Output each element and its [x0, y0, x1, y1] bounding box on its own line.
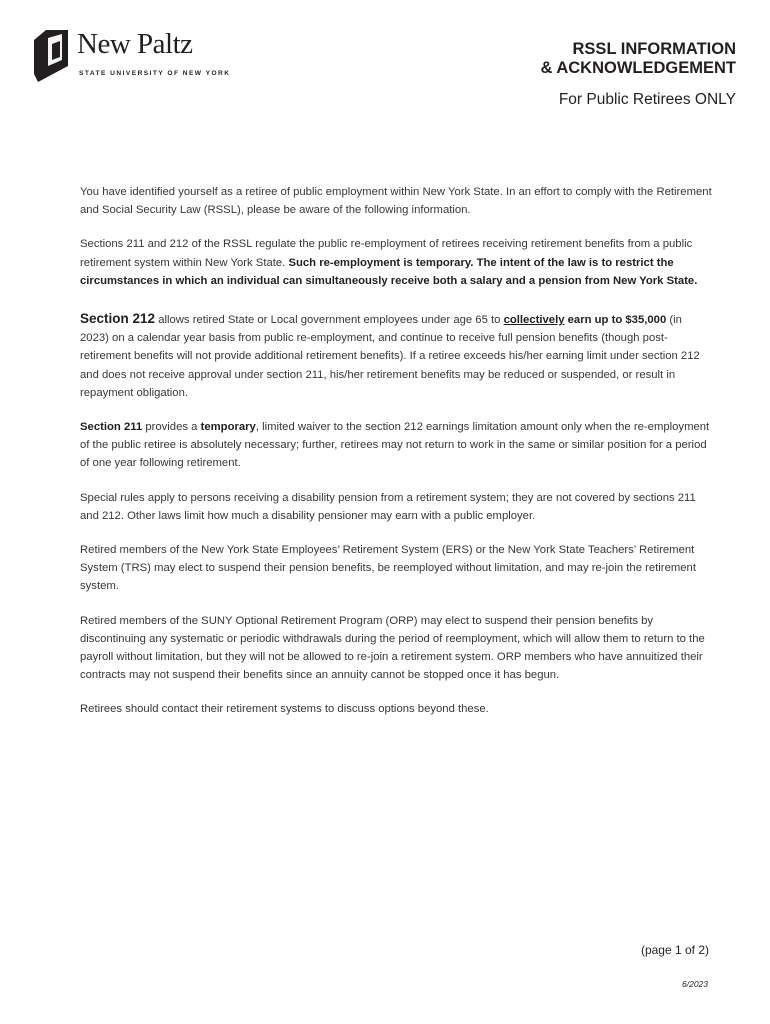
revision-date: 6/2023 [682, 979, 708, 989]
section-211-text-b: , limited waiver to the section 212 earnings limitation amount only when the re-employment of the public retiree is absolutely necessary; further, retirees may not return to work in the same or similar position for a period of one year following retirement. [80, 421, 710, 470]
logo-wordmark: New Paltz [77, 28, 193, 60]
rssl-sections-text: Sections 211 and 212 of the RSSL regulate the public re-employment of retirees receiving retirement benefits from a public retirement system within New York State. [80, 238, 693, 269]
section-212-paragraph [80, 310, 712, 402]
section-212-underlined: collectively [503, 314, 565, 327]
ers-trs-paragraph: Retired members of the New York State Employees’ Retirement System (ERS) or the New York State Teachers’ Retirement System (TRS) may elect to suspend their pension benefits, be reemployed without limitation, and may re-join the retirement system. [80, 544, 696, 593]
document-title-line-2: & ACKNOWLEDGEMENT [540, 59, 736, 77]
section-212-heading: Section 212 [80, 311, 156, 327]
orp-paragraph: Retired members of the SUNY Optional Retirement Program (ORP) may elect to suspend their pension benefits by discontinuing any systematic or periodic withdrawals during the period of reemployment, which will allow them to return to the payroll without limitation, but they will not be allowed to re-join a retirement system. ORP members who have annuitized their contracts may not suspend their benefits since an annuity cannot be stopped once it has begun. [80, 614, 705, 682]
section-211-text-a: provides a [145, 421, 198, 434]
document-subtitle: For Public Retirees ONLY [558, 91, 736, 108]
document-title-line-1: RSSL INFORMATION [572, 40, 736, 58]
rssl-sections-bold-text: Such re-employment is temporary. The intent of the law is to restrict the circumstances in which an individual can simultaneously receive both a salary and a pension from New York State. [80, 256, 698, 287]
rssl-sections-paragraph [80, 235, 712, 290]
section-211-paragraph [80, 418, 712, 473]
new-paltz-shield-icon [34, 30, 70, 84]
section-211-bold: temporary [200, 421, 256, 434]
section-212-text-b: (in 2023) on a calendar year basis from public re-employment, and continue to receive full pension benefits (though post-retirement benefits will not provide additional retirement benefits). If a retiree exceeds his/her earning limit under section 212 and does not receive approval under section 211, his/her retirement benefits may be reduced or suspended, or result in repayment obligation. [80, 314, 700, 399]
logo-subtitle: STATE UNIVERSITY OF NEW YORK [79, 70, 231, 77]
section-212-text-a: allows retired State or Local government employees under age 65 to [158, 314, 501, 327]
page-number: (page 1 of 2) [640, 943, 709, 957]
section-212-amount: $35,000 [625, 314, 667, 327]
disability-paragraph: Special rules apply to persons receiving a disability pension from a retirement system; they are not covered by sections 211 and 212. Other laws limit how much a disability pensioner may earn with a public employer. [80, 491, 696, 522]
contact-paragraph: Retirees should contact their retirement systems to discuss options beyond these. [80, 703, 489, 716]
section-212-bold-a: earn up to [567, 314, 623, 327]
document-title-block [540, 40, 736, 109]
new-paltz-logo [34, 28, 231, 86]
intro-paragraph: You have identified yourself as a retiree of public employment within New York State. In an effort to comply with the Retirement and Social Security Law (RSSL), please be aware of the following information. [80, 186, 712, 217]
document-body [80, 183, 712, 735]
section-211-heading: Section 211 [80, 421, 143, 434]
